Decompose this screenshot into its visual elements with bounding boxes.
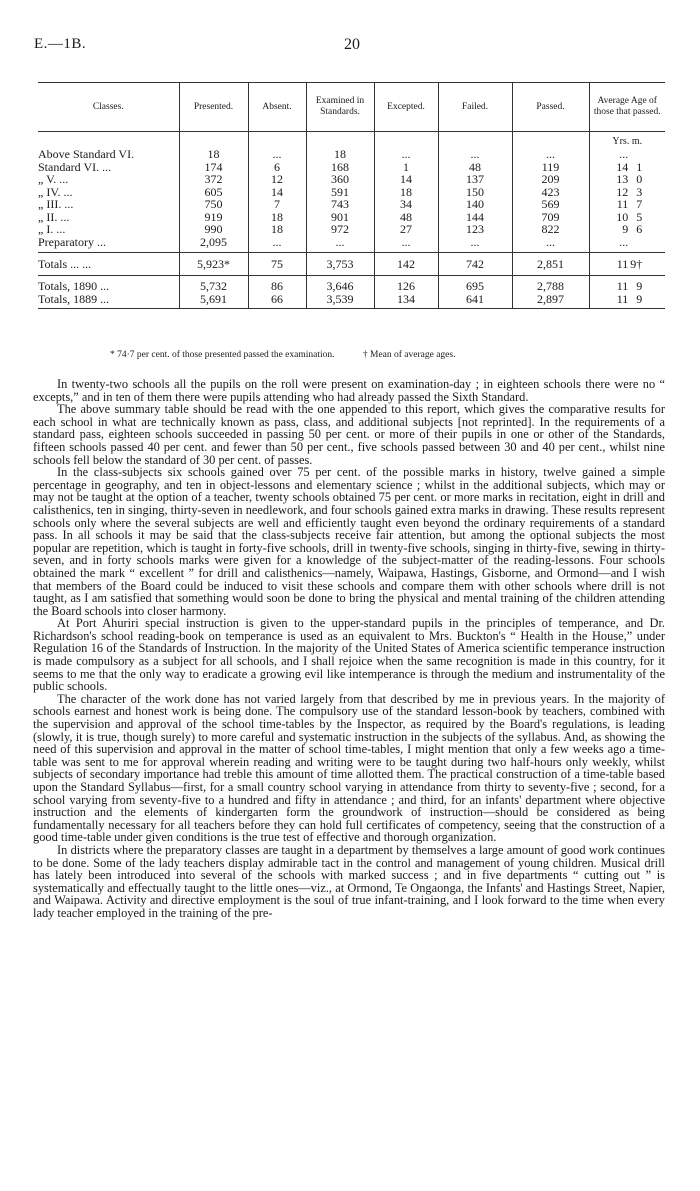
- cell-passed: 2,788: [512, 276, 589, 293]
- column-header: Classes.: [38, 83, 179, 132]
- cell-failed: 742: [438, 253, 512, 276]
- table-row: [38, 148, 665, 161]
- cell-examined: 3,539: [306, 293, 374, 309]
- cell-examined: 360: [306, 173, 374, 186]
- age-years: 12: [616, 184, 629, 199]
- cell-absent: ...: [248, 236, 306, 253]
- cell-passed: ...: [512, 236, 589, 253]
- cell-average-age: [589, 253, 665, 276]
- paragraph: The character of the work done has not varied largely from that described by me in previous years. In the majority of schools earnest and honest work is being done. The compulsory use of the standard lesson-book by teachers, combined with the supervision and approval of the school time-tables by the Inspector, as required by the Board's regulations, is leading (slowly, it is true, though surely) to more careful and systematic instruction in the subjects of the syllabus. And, as showing the need of this supervision and approval in the matter of school time-tables, I might mention that only a few weeks ago a time-table was sent to me for approval wherein reading and writing were to be taught during two half-hours only weekly, whilst subjects of secondary importance had treble this amount of time allotted them. The practical construction of a time-table based upon the Standard Syllabus—first, for a small country school varying in attendance from thirty to seventy-five ; second, for a school varying from seventy-five to a hundred and fifty in attendance ; and third, for an infants' department where objective instruction and the elements of kindergarten form the groundwork of instruction—should be considered as being fundamentally necessary for all teachers before they can hold full certificates of competency, seeing that the construction of a good time-table under given conditions is the true test of effective and thorough organization.: [33, 691, 665, 845]
- cell-presented: 174: [179, 161, 248, 174]
- class-label: Above Standard VI.: [38, 147, 135, 161]
- cell-absent: 12: [248, 173, 306, 186]
- cell-excepted: ...: [374, 148, 438, 161]
- cell-absent: 86: [248, 276, 306, 293]
- column-header: Average Age of those that passed.: [589, 83, 665, 132]
- cell-presented: 605: [179, 186, 248, 199]
- cell-examined: 3,753: [306, 253, 374, 276]
- cell-average-age: [589, 293, 665, 309]
- units-row: [38, 132, 665, 149]
- cell-absent: ...: [248, 148, 306, 161]
- cell-failed: 137: [438, 173, 512, 186]
- cell-average-age: [589, 148, 665, 161]
- cell-presented: 5,691: [179, 293, 248, 309]
- age-months: 0: [636, 172, 643, 186]
- cell-absent: 75: [248, 253, 306, 276]
- column-header: Presented.: [179, 83, 248, 132]
- class-label: „ III. ...: [38, 197, 74, 211]
- class-label: „ IV. ...: [38, 184, 73, 199]
- footnote-mean-ages: † Mean of average ages.: [362, 350, 456, 360]
- age-years: ...: [619, 234, 629, 249]
- cell-excepted: 126: [374, 276, 438, 293]
- age-months: 6: [636, 222, 643, 236]
- cell-examined: 901: [306, 211, 374, 224]
- class-label: „ I. ...: [38, 222, 66, 236]
- results-table: [38, 82, 665, 309]
- age-months: 9: [636, 279, 643, 293]
- age-years: 11: [616, 279, 629, 293]
- table-row: [38, 198, 665, 211]
- report-body: [33, 378, 665, 920]
- column-header: Absent.: [248, 83, 306, 132]
- cell-average-age: [589, 223, 665, 236]
- age-months: 5: [636, 209, 643, 224]
- age-years: ...: [619, 147, 629, 161]
- cell-failed: 123: [438, 223, 512, 236]
- cell-passed: 709: [512, 211, 589, 224]
- cell-absent: 18: [248, 211, 306, 224]
- cell-passed: 423: [512, 186, 589, 199]
- age-months: 9: [636, 291, 643, 306]
- cell-average-age: [589, 173, 665, 186]
- age-months: 1: [636, 159, 643, 174]
- cell-absent: 7: [248, 198, 306, 211]
- cell-failed: 144: [438, 211, 512, 224]
- age-years: 11: [616, 197, 629, 211]
- cell-failed: ...: [438, 148, 512, 161]
- cell-failed: 641: [438, 293, 512, 309]
- age-years: 11: [616, 256, 629, 271]
- cell-presented: 18: [179, 148, 248, 161]
- cell-average-age: [589, 276, 665, 293]
- cell-excepted: 27: [374, 223, 438, 236]
- cell-presented: 372: [179, 173, 248, 186]
- cell-average-age: [589, 198, 665, 211]
- cell-excepted: 134: [374, 293, 438, 309]
- cell-excepted: 18: [374, 186, 438, 199]
- cell-examined: 18: [306, 148, 374, 161]
- cell-failed: 150: [438, 186, 512, 199]
- table-row: [38, 186, 665, 199]
- column-header: Failed.: [438, 83, 512, 132]
- class-label: Totals, 1890 ...: [38, 279, 110, 293]
- cell-absent: 66: [248, 293, 306, 309]
- column-header: Excepted.: [374, 83, 438, 132]
- cell-presented: 5,923*: [179, 253, 248, 276]
- table-row: [38, 236, 665, 253]
- table-row: [38, 173, 665, 186]
- cell-passed: ...: [512, 148, 589, 161]
- page-header: [34, 36, 674, 60]
- cell-excepted: 48: [374, 211, 438, 224]
- cell-passed: 209: [512, 173, 589, 186]
- table-footnotes: [110, 350, 630, 360]
- cell-presented: 990: [179, 223, 248, 236]
- cell-passed: 822: [512, 223, 589, 236]
- cell-examined: 3,646: [306, 276, 374, 293]
- age-years: 10: [616, 209, 629, 224]
- cell-examined: 972: [306, 223, 374, 236]
- paragraph: In districts where the preparatory classes are taught in a department by themselves a large amount of good work continues to be done. Some of the lady teachers display admirable tact in the control and management of young children. Musical drill has lately been introduced into several of the schools with marked success ; and in five departments “ cutting out ” is systematically and effectually taught to the little ones—viz., at Ormond, Te Ongaonga, the Infants' and Hastings Street, Napier, and Waipawa. Activity and directive employment is the soul of true infant-training, and I look forward to the time when every lady teacher employed in the training of the pre-: [33, 842, 665, 920]
- cell-absent: 18: [248, 223, 306, 236]
- class-label: Standard VI. ...: [38, 159, 112, 174]
- cell-presented: 919: [179, 211, 248, 224]
- previous-year-row: [38, 276, 665, 293]
- cell-average-age: [589, 236, 665, 253]
- age-years: 9: [622, 222, 629, 236]
- cell-examined: 168: [306, 161, 374, 174]
- page-number: 20: [344, 36, 360, 53]
- table-row: [38, 211, 665, 224]
- class-label: „ V. ...: [38, 172, 69, 186]
- cell-excepted: ...: [374, 236, 438, 253]
- cell-presented: 2,095: [179, 236, 248, 253]
- age-years: 11: [616, 291, 629, 306]
- cell-failed: 695: [438, 276, 512, 293]
- age-years: 13: [616, 172, 629, 186]
- page-reference: E.—1B.: [34, 36, 87, 52]
- cell-presented: 5,732: [179, 276, 248, 293]
- cell-failed: ...: [438, 236, 512, 253]
- cell-examined: ...: [306, 236, 374, 253]
- cell-absent: 6: [248, 161, 306, 174]
- cell-excepted: 142: [374, 253, 438, 276]
- totals-row: [38, 253, 665, 276]
- cell-presented: 750: [179, 198, 248, 211]
- footnote-percent-passed: * 74·7 per cent. of those presented passed the examination.: [110, 350, 335, 360]
- column-header: Examined in Standards.: [306, 83, 374, 132]
- age-months: 9†: [630, 256, 643, 271]
- cell-passed: 119: [512, 161, 589, 174]
- cell-excepted: 34: [374, 198, 438, 211]
- age-months: 7: [636, 197, 643, 211]
- paragraph: The above summary table should be read with the one appended to this report, which gives the comparative results for each school in what are technically known as pass, class, and additional subjects [not reprinted]. In the requirements of a standard pass, eighteen schools succeeded in passing 50 per cent. or more of their pupils in one or other of the Standards, fifteen schools passed 40 per cent. and fewer than 50 per cent., five schools passed between 30 and 40 per cent., whilst nine schools fell below the standard of 30 per cent. of passes.: [33, 402, 665, 467]
- cell-examined: 743: [306, 198, 374, 211]
- cell-examined: 591: [306, 186, 374, 199]
- cell-failed: 140: [438, 198, 512, 211]
- table-header-row: [38, 83, 665, 132]
- class-label: „ II. ...: [38, 209, 70, 224]
- column-header: Passed.: [512, 83, 589, 132]
- class-label: Totals ... ...: [38, 253, 179, 276]
- paragraph: At Port Ahuriri special instruction is given to the upper-standard pupils in the principles of temperance, and Dr. Richardson's school reading-book on temperance is used as an equivalent to Mrs. Buckton's “ Health in the House,” under Regulation 16 of the Standards of Instruction. In the majority of the United States of America scientific temperance instruction is made compulsory as a subject for all schools, and I shall rejoice when the same recognition is made in this country, for it seems to me that the only way to eradicate a growing evil like intemperance is through the medium and instrumentality of the public schools.: [33, 616, 665, 694]
- paragraph: In twenty-two schools all the pupils on the roll were present on examination-day ; in eighteen schools there were no “ excepts,” and in ten of them there were pupils attending who had already passed the Sixth Standard.: [33, 377, 665, 404]
- cell-passed: 2,897: [512, 293, 589, 309]
- class-label: Totals, 1889 ...: [38, 293, 179, 309]
- cell-excepted: 14: [374, 173, 438, 186]
- cell-excepted: 1: [374, 161, 438, 174]
- class-label: Preparatory ...: [38, 234, 106, 249]
- age-years: 14: [616, 159, 629, 174]
- previous-year-row: [38, 293, 665, 309]
- cell-passed: 2,851: [512, 253, 589, 276]
- paragraph: In the class-subjects six schools gained over 75 per cent. of the possible marks in history, twelve gained a simple percentage in geography, and ten in object-lessons and elementary science ; whilst in the additional subjects, which may or may not be taught at the option of a teacher, twenty schools obtained 75 per cent. or more marks in recitation, eight in drill and calisthenics, ten in singing, thirty-seven in needlework, and four schools gained extra marks in drawing. These results represent schools only where the several subjects are well and efficiently taught even beyond the ordinary requirements of a standard pass. In all schools it may be said that the class-subjects receive fair attention, but among the optional subjects the most popular are repetition, which is taught in forty-five schools, drill in twenty-five schools, singing in thirty-five, sewing in thirty-seven, and in forty schools marks were given for a knowledge of the subject-matter of the reading-lessons. Four schools obtained the mark “ excellent ” for drill and calisthenics—namely, Waipawa, Hastings, Gisborne, and Ormond—and I wish that members of the Board could be induced to visit these schools and compare them with other schools where drill is not taught, as I am satisfied that something would soon be done to bring the physical and mental training of the children attending the Board schools into closer harmony.: [33, 465, 665, 618]
- age-months: 3: [636, 184, 643, 199]
- age-units: Yrs. m.: [589, 132, 665, 149]
- cell-passed: 569: [512, 198, 589, 211]
- table-row: [38, 223, 665, 236]
- cell-failed: 48: [438, 161, 512, 174]
- cell-absent: 14: [248, 186, 306, 199]
- table-row: [38, 161, 665, 174]
